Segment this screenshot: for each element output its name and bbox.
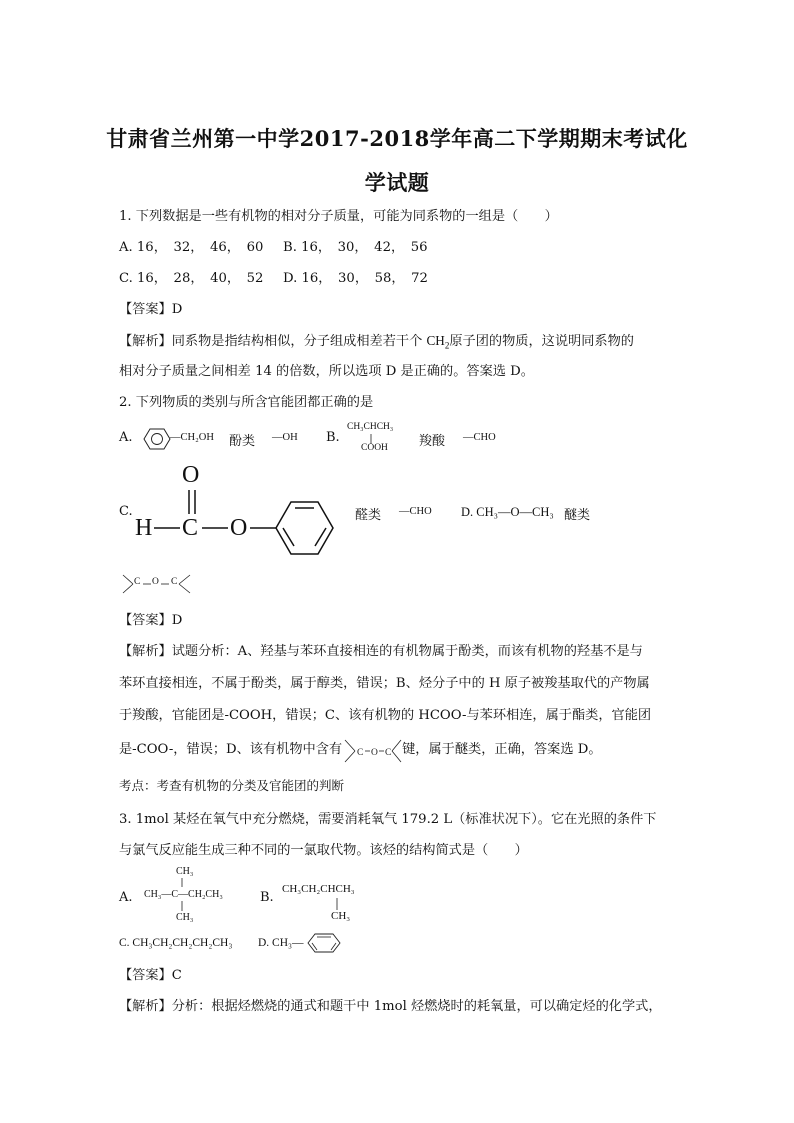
ether-atom-o: O	[152, 577, 159, 587]
structure-atom-h: H	[135, 515, 153, 541]
q3-option-a-label: A.	[119, 890, 133, 905]
phenyl-formate-bonds	[150, 488, 335, 558]
q1-option-a: A. 16， 32， 46， 60	[119, 240, 264, 255]
page-title-line-2: 学试题	[364, 170, 430, 195]
q3-option-a-bottom: CH₃	[176, 912, 194, 923]
inline-ether-structure-icon	[343, 737, 403, 765]
benzene-ring-a-icon	[143, 428, 171, 450]
q2-expl-text-4a: 是-COO-，错误；D、该有机物中含有	[119, 742, 343, 757]
q2-option-d: D. CH₃—O—CH₃	[461, 505, 554, 519]
svg-text:C: C	[385, 748, 392, 758]
explanation-tag: 【解析】	[119, 999, 172, 1014]
q2-explanation-line-1	[119, 642, 643, 662]
ether-atom-c2: C	[171, 577, 178, 587]
ether-atom-c1: C	[134, 577, 141, 587]
q2-option-c-functional-group: —CHO	[399, 506, 432, 517]
explanation-tag: 【解析】	[119, 334, 172, 349]
q2-option-b-top: CH₃CHCH₃	[347, 422, 394, 432]
q1-answer: 【答案】D	[119, 302, 183, 317]
q3-option-b-vertical-bond	[336, 898, 338, 910]
q2-option-a-functional-group: —OH	[272, 432, 298, 443]
q3-option-b-branch: CH₃	[331, 910, 351, 922]
svg-text:C: C	[357, 748, 364, 758]
q3-stem-line-2: 与氯气反应能生成三种不同的一氯取代物。该烃的结构简式是（ ）	[119, 843, 528, 858]
q2-option-c-class: 醛类	[355, 508, 382, 523]
q2-option-b-class: 羧酸	[419, 434, 446, 449]
q2-option-d-class: 醚类	[564, 508, 591, 523]
q1-option-b: B. 16， 30， 42， 56	[283, 240, 428, 255]
q1-explanation-line-1	[119, 331, 634, 356]
page-title-line-1: 甘肃省兰州第一中学2017-2018学年高二下学期期末考试化	[106, 126, 688, 151]
explanation-tag: 【解析】	[119, 644, 172, 659]
q2-expl-text-4b: 键，属于醚类，正确，答案选 D。	[402, 742, 602, 757]
svg-text:O: O	[371, 748, 378, 758]
q1-option-d: D. 16， 30， 58， 72	[283, 271, 428, 286]
q3-answer: 【答案】C	[119, 968, 182, 983]
q1-explanation-line-2: 相对分子质量之间相差 14 的倍数，所以选项 D 是正确的。答案选 D。	[119, 364, 534, 379]
q1-option-c: C. 16， 28， 40， 52	[119, 271, 264, 286]
ch2-formula	[426, 333, 450, 351]
q2-stem: 2. 下列物质的类别与所含官能团都正确的是	[119, 395, 374, 410]
q3-option-c: C. CH₃CH₂CH₂CH₂CH₃	[119, 937, 233, 949]
q3-option-b-label: B.	[260, 890, 274, 905]
q2-option-a-class: 酚类	[229, 434, 256, 449]
q2-test-point: 考点：考查有机物的分类及官能团的判断	[119, 778, 345, 793]
q2-expl-text-1: 试题分析：A、羟基与苯环直接相连的有机物属于酚类，而该有机物的羟基不是与	[171, 644, 643, 659]
q3-option-b-main-chain: CH₃CH₂CHCH₃	[282, 883, 355, 895]
q2-option-c-label: C.	[119, 504, 133, 519]
q2-explanation-line-3: 于羧酸，官能团是-COOH，错误；C、该有机物的 HCOO-与苯环相连，属于酯类，官能团	[119, 708, 652, 723]
q2-option-a-label: A.	[119, 430, 133, 445]
subscript-2: 2	[444, 340, 450, 351]
q3-option-a-main-chain: CH₃—C—CH₂CH₃	[144, 889, 223, 900]
q2-answer: 【答案】D	[119, 613, 183, 628]
q3-stem-line-1: 3. 1mol 某烃在氧气中充分燃烧，需要消耗氧气 179.2 L（标准状况下）。它在光照的条件下	[119, 812, 657, 827]
structure-atom-o-carbonyl: O	[182, 462, 200, 488]
q3-option-a-top: CH₃	[176, 866, 194, 877]
structure-atom-c: C	[182, 515, 199, 541]
q2-explanation-line-2: 苯环直接相连，不属于酚类，属于醇类，错误；B、烃分子中的 H 原子被羧基取代的产物属	[119, 676, 650, 691]
q2-option-b-bottom: COOH	[361, 443, 388, 453]
q2-option-a-group: —CH₂OH	[170, 432, 214, 443]
q3-expl-text-1: 分析：根据烃燃烧的通式和题干中 1mol 烃燃烧时的耗氧量，可以确定烃的化学式，	[171, 999, 662, 1014]
q1-expl-text-a: 同系物是指结构相似，分子组成相差若干个	[171, 334, 423, 349]
ch-text: CH	[426, 333, 445, 348]
q2-option-b-functional-group: —CHO	[463, 432, 496, 443]
q3-option-d: D. CH₃—	[258, 937, 304, 949]
structure-atom-o: O	[230, 515, 248, 541]
q1-stem: 1. 下列数据是一些有机物的相对分子质量，可能为同系物的一组是（ ）	[119, 209, 558, 224]
q1-expl-text-d: 原子团的物质，这说明同系物的	[449, 334, 634, 349]
q3-explanation-line-1	[119, 997, 662, 1017]
toluene-ring-icon	[307, 933, 341, 953]
q2-option-b-label: B.	[326, 430, 340, 445]
